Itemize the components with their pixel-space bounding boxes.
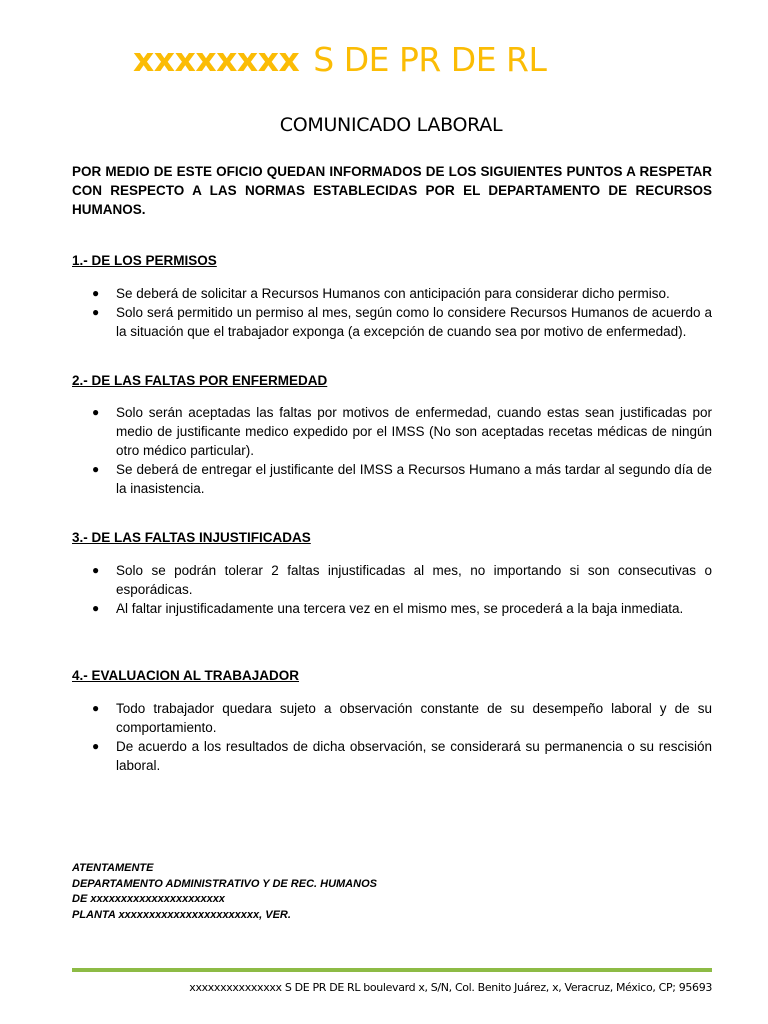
list-item [72,599,712,618]
intro-paragraph: POR MEDIO DE ESTE OFICIO QUEDAN INFORMADOS DE LOS SIGUIENTES PUNTOS A RESPETAR CON RESPECTO A LAS NORMAS ESTABLECIDAS POR EL DEPARTAMENTO DE RECURSOS HUMANOS. [72,164,712,217]
list-item-text: Se deberá de solicitar a Recursos Humanos con anticipación para considerar dicho permiso. [116,286,670,301]
section-list-faltas-injustificadas [72,561,712,618]
list-item-text: Solo se podrán tolerar 2 faltas injustificadas al mes, no importando si son consecutivas o esporádicas. [116,563,712,597]
list-item [72,699,712,737]
list-item-text: Se deberá de entregar el justificante del IMSS a Recursos Humano a más tardar al segundo día de la inasistencia. [116,462,712,496]
section-heading-faltas-injustificadas: 3.- DE LAS FALTAS INJUSTIFICADAS [72,530,311,545]
signature-plant: PLANTA xxxxxxxxxxxxxxxxxxxxxxx, VER. [72,908,291,921]
section-heading-permisos: 1.- DE LOS PERMISOS [72,253,217,268]
list-item [72,403,712,460]
footer-address: xxxxxxxxxxxxxxx S DE PR DE RL boulevard x, S/N, Col. Benito Juárez, x, Veracruz, México, CP; 95693 [189,981,712,994]
list-item-text: Solo serán aceptadas las faltas por motivos de enfermedad, cuando estas sean justificadas por medio de justificante medico expedido por el IMSS (No son aceptadas recetas médicas de ningún otro médico particular). [116,405,712,458]
bullet-icon: ● [92,286,100,300]
section-list-evaluacion [72,699,712,775]
bullet-icon: ● [92,701,100,715]
bullet-icon: ● [92,601,100,615]
list-item [72,737,712,775]
list-item-text: Solo será permitido un permiso al mes, según como lo considere Recursos Humanos de acuerdo a la situación que el trabajador exponga (a excepción de cuando sea por motivo de enfermedad). [116,305,712,339]
list-item-text: Al faltar injustificadamente una tercera vez en el mismo mes, se procederá a la baja inmediata. [116,601,684,616]
bullet-icon: ● [92,462,100,476]
list-item [72,460,712,498]
footer-divider [72,968,712,972]
section-list-faltas-enfermedad [72,403,712,498]
signature-block [72,861,377,923]
bullet-icon: ● [92,305,100,319]
bullet-icon: ● [92,739,100,753]
bullet-icon: ● [92,563,100,577]
list-item [72,284,712,303]
list-item-text: Todo trabajador quedara sujeto a observación constante de su desempeño laboral y de su comportamiento. [116,701,712,735]
bullet-icon: ● [92,405,100,419]
section-heading-evaluacion: 4.- EVALUACION AL TRABAJADOR [72,668,300,683]
list-item [72,561,712,599]
company-name-suffix: S DE PR DE RL [313,40,547,79]
signature-department: DEPARTAMENTO ADMINISTRATIVO Y DE REC. HUMANOS [72,877,377,890]
signature-closing: ATENTAMENTE [72,862,154,874]
document-title: COMUNICADO LABORAL [279,114,503,136]
company-name [133,40,546,79]
list-item-text: De acuerdo a los resultados de dicha observación, se considerará su permanencia o su rescisión laboral. [116,739,712,773]
section-list-permisos [72,284,712,341]
list-item [72,303,712,341]
signature-company: DE xxxxxxxxxxxxxxxxxxxxxx [72,893,225,905]
company-name-prefix: xxxxxxxx [133,40,300,79]
section-heading-faltas-enfermedad: 2.- DE LAS FALTAS POR ENFERMEDAD [72,373,328,388]
